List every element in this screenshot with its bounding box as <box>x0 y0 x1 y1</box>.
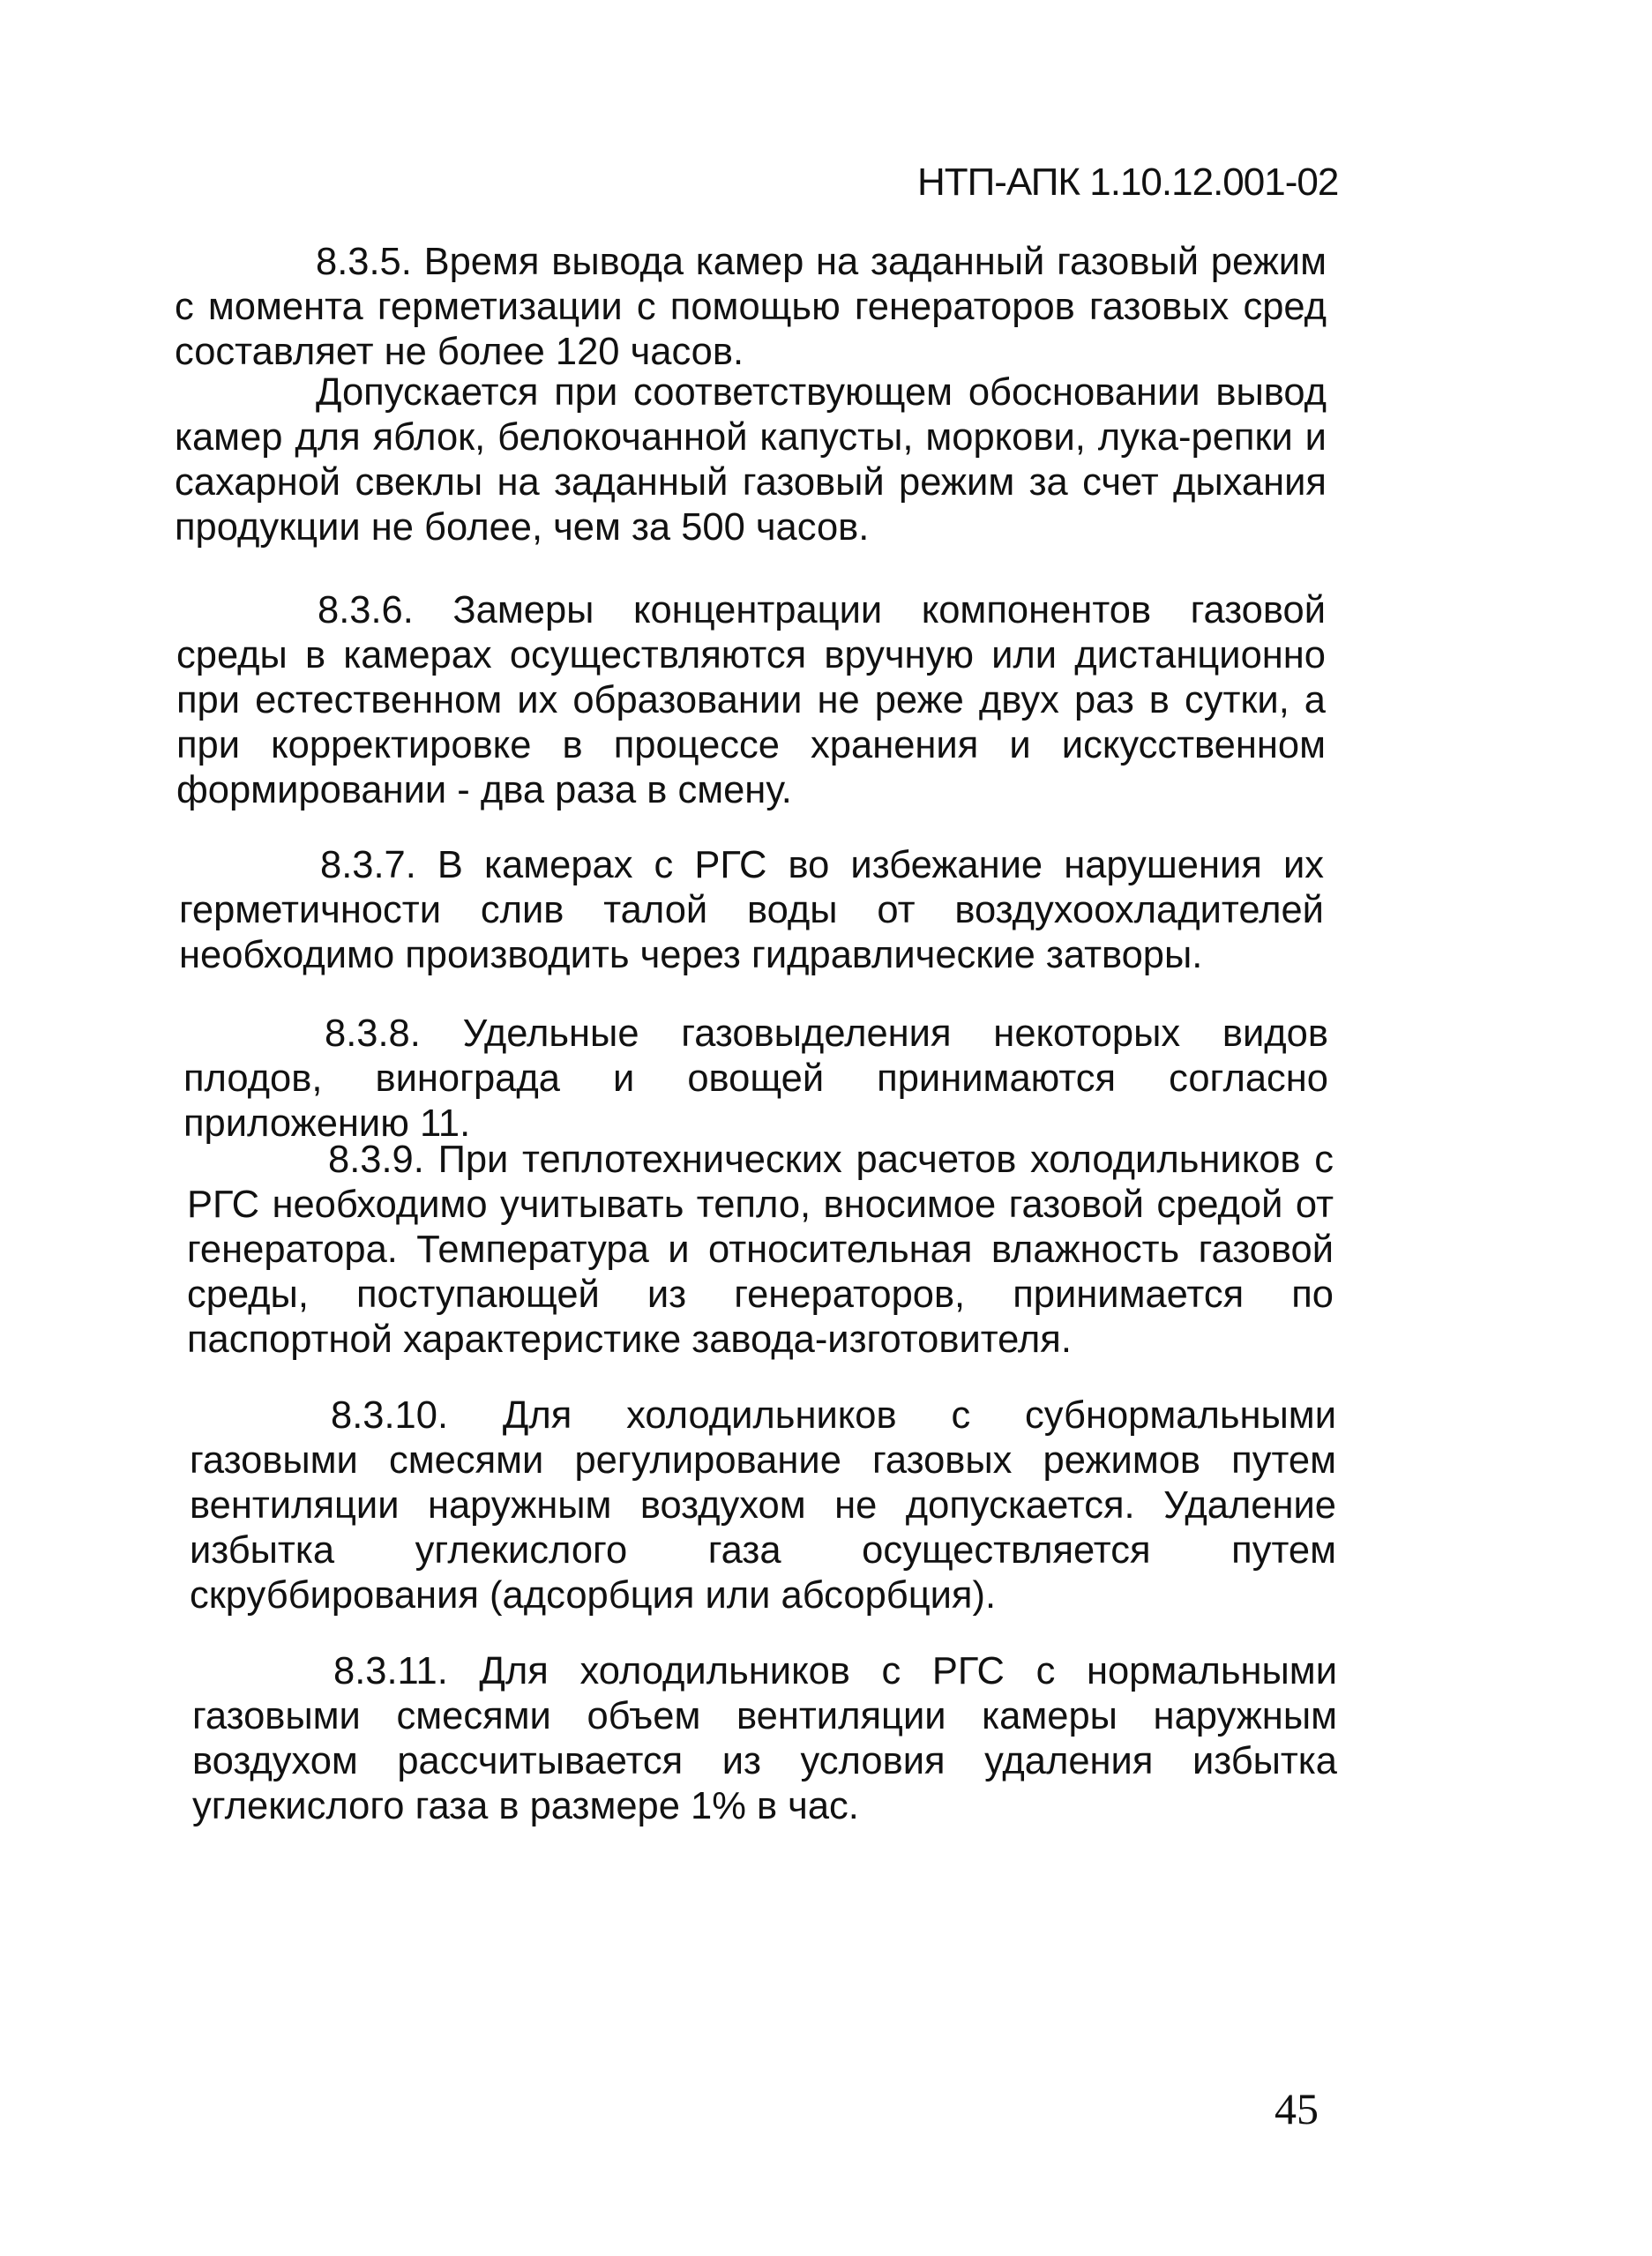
paragraph-8-3-6: 8.3.6. Замеры концентрации компонентов газовой среды в камерах осуществляются вручную или дистанционно при естественном их образовании не реже двух раз в сутки, а при корректировке в процессе хранения и искусственном формировании - два раза в смену. <box>176 589 1326 811</box>
paragraph-8-3-5-allowance: Допускается при соответствующем обосновании вывод камер для яблок, белокочанной капусты, моркови, лука-репки и сахарной свеклы на заданный газовый режим за счет дыхания продукции не более, чем за 500 часов. <box>175 371 1327 549</box>
paragraph-8-3-10: 8.3.10. Для холодильников с субнормальными газовыми смесями регулирование газовых режимов путем вентиляции наружным воздухом не допускается. Удаление избытка углекислого газа осуществляется путем скруббирования (адсорбция или абсорбция). <box>190 1394 1336 1617</box>
paragraph-8-3-9: 8.3.9. При теплотехнических расчетов холодильников с РГС необходимо учитывать тепло, вносимое газовой средой от генератора. Температура и относительная влажность газовой среды, поступающей из генераторов, принимается по паспортной характеристике завода-изготовителя. <box>187 1139 1334 1361</box>
paragraph-8-3-11: 8.3.11. Для холодильников с РГС с нормальными газовыми смесями объем вентиляции камеры наружным воздухом рассчитывается из условия удаления избытка углекислого газа в размере 1% в час. <box>192 1650 1337 1827</box>
page-number: 45 <box>1275 2084 1319 2133</box>
paragraph-8-3-8: 8.3.8. Удельные газовыделения некоторых видов плодов, винограда и овощей принимаются согласно приложению 11. <box>183 1012 1328 1145</box>
document-code: НТП-АПК 1.10.12.001-02 <box>917 161 1339 204</box>
paragraph-8-3-7: 8.3.7. В камерах с РГС во избежание нарушения их герметичности слив талой воды от воздухоохладителей необходимо производить через гидравлические затворы. <box>179 844 1324 976</box>
paragraph-8-3-5: 8.3.5. Время вывода камер на заданный газовый режим с момента герметизации с помощью генераторов газовых сред составляет не более 120 часов. <box>175 241 1327 373</box>
